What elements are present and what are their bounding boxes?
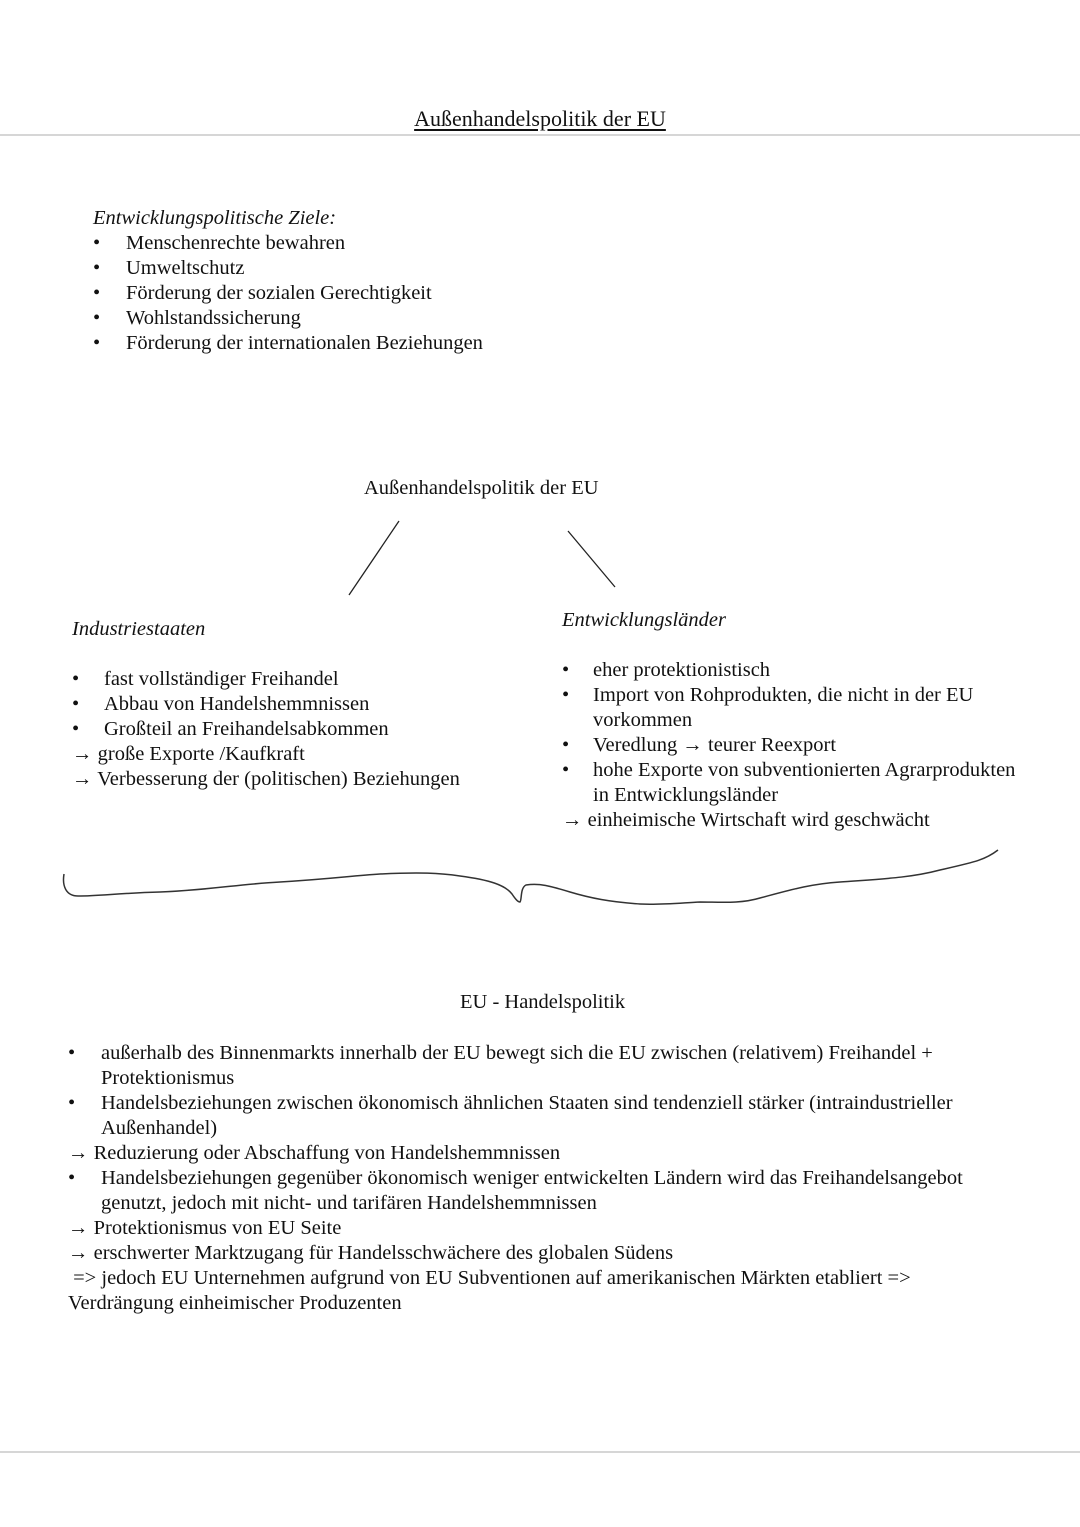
conclusion-line: Verdrängung einheimischer Produzenten <box>68 1292 402 1314</box>
branch-right-line <box>568 531 615 587</box>
list-item: • Abbau von Handelshemmnissen <box>72 693 370 715</box>
list-item: • außerhalb des Binnenmarkts innerhalb der EU bewegt sich die EU zwischen (relativem) Freihandel + Protektionismus <box>68 1042 933 1089</box>
bullet-icon: • <box>72 718 80 740</box>
bullet-icon: • <box>68 1092 76 1114</box>
bullet-icon: • <box>93 257 101 279</box>
list-item: • Handelsbeziehungen zwischen ökonomisch ähnlichen Staaten sind tendenziell stärker (intraindustrieller Außenhandel) <box>68 1092 953 1139</box>
consequence-line: → Reduzierung oder Abschaffung von Handelshemmnissen <box>68 1142 561 1164</box>
consequence-line: → Verbesserung der (politischen) Beziehungen <box>72 768 460 790</box>
page-bottom-separator <box>0 1451 1080 1453</box>
list-item: • Förderung der internationalen Beziehungen <box>93 332 483 354</box>
bullet-icon: • <box>562 759 570 781</box>
consequence-line: → einheimische Wirtschaft wird geschwächt <box>562 809 930 831</box>
bullet-icon: • <box>562 659 570 681</box>
bullet-icon: • <box>72 693 80 715</box>
bullet-icon: • <box>93 307 101 329</box>
trade-policy-list-2 <box>68 1166 963 1216</box>
bullet-icon: • <box>93 232 101 254</box>
bullet-icon: • <box>93 332 101 354</box>
list-item: • hohe Exporte von subventionierten Agrarprodukten in Entwicklungsländer <box>562 759 1016 806</box>
list-item: • Import von Rohprodukten, die nicht in der EU vorkommen <box>562 684 974 731</box>
bullet-icon: • <box>93 282 101 304</box>
consequence-line: → erschwerter Marktzugang für Handelsschwächere des globalen Südens <box>68 1242 674 1264</box>
branch-left-line <box>349 521 399 595</box>
developing-countries-heading: Entwicklungsländer <box>562 609 726 631</box>
consequence-line: → große Exporte /Kaufkraft <box>72 743 305 765</box>
bullet-icon: • <box>562 684 570 706</box>
industrial-states-heading: Industriestaaten <box>72 618 206 640</box>
bullet-icon: • <box>68 1042 76 1064</box>
goals-section <box>93 206 483 356</box>
list-item: • fast vollständiger Freihandel <box>72 668 339 690</box>
list-item: • Umweltschutz <box>93 257 245 279</box>
industrial-states-section <box>72 617 460 792</box>
developing-countries-section <box>562 608 1015 833</box>
goals-heading: Entwicklungspolitische Ziele: <box>93 207 337 229</box>
brace-drawing <box>64 850 998 904</box>
list-item: • eher protektionistisch <box>562 659 771 681</box>
list-item: • Großteil an Freihandelsabkommen <box>72 718 389 740</box>
bullet-icon: • <box>72 668 80 690</box>
goals-list <box>93 231 483 356</box>
diagram-root-label: Außenhandelspolitik der EU <box>364 477 599 499</box>
industrial-states-list <box>72 667 460 742</box>
trade-policy-heading: EU - Handelspolitik <box>460 991 626 1013</box>
list-item: • Förderung der sozialen Gerechtigkeit <box>93 282 432 304</box>
developing-countries-list <box>562 658 1015 808</box>
page-title: Außenhandelspolitik der EU <box>414 106 666 131</box>
consequence-line: → Protektionismus von EU Seite <box>68 1217 342 1239</box>
list-item: • Menschenrechte bewahren <box>93 232 346 254</box>
page-top-separator <box>0 134 1080 136</box>
trade-policy-list <box>68 1041 963 1141</box>
bullet-icon: • <box>562 734 570 756</box>
trade-policy-section <box>68 1041 963 1316</box>
list-item: • Handelsbeziehungen gegenüber ökonomisch weniger entwickelten Ländern wird das Freihandelsangebot genutzt, jedoch mit nicht- und tarifären Handelshemmnissen <box>68 1167 963 1214</box>
list-item: • Wohlstandssicherung <box>93 307 301 329</box>
conclusion-line: => jedoch EU Unternehmen aufgrund von EU Subventionen auf amerikanischen Märkten etabliert => <box>68 1267 911 1289</box>
list-item: • Veredlung → teurer Reexport <box>562 734 837 756</box>
bullet-icon: • <box>68 1167 76 1189</box>
